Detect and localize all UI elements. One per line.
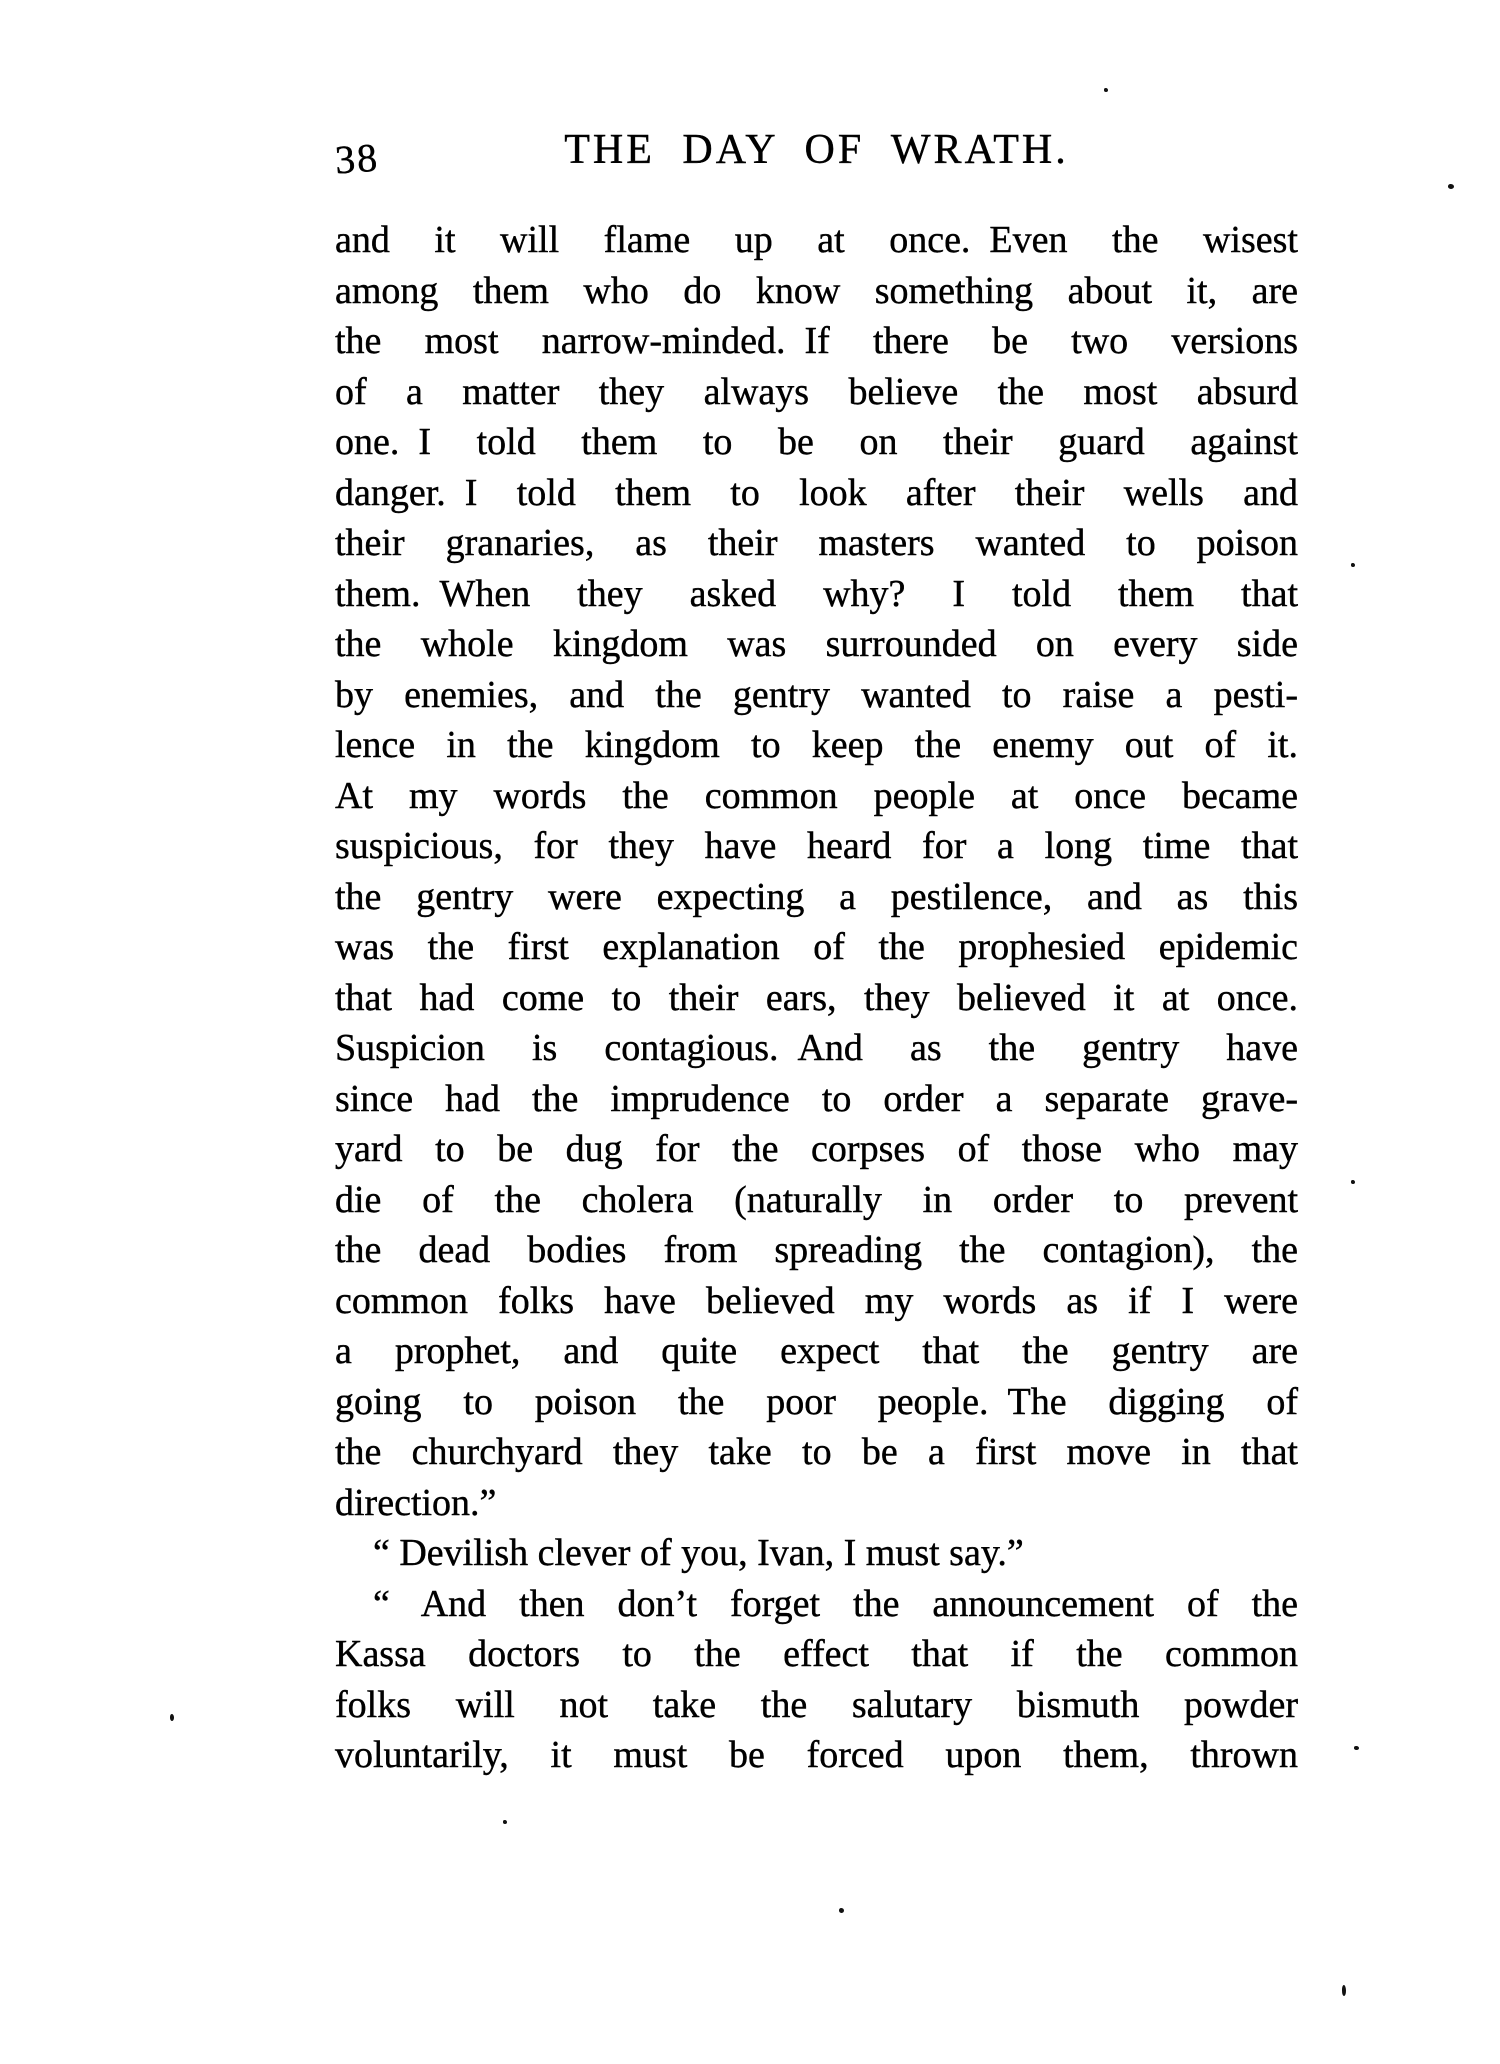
- text-line: since had the imprudence to order a separate grave-: [335, 1077, 1298, 1120]
- text-line: going to poison the poor people. The digging of: [335, 1380, 1298, 1423]
- text-line: voluntarily, it must be forced upon them, thrown: [335, 1734, 1298, 1776]
- text-line: direction.”: [335, 1481, 497, 1524]
- running-title: THE DAY OF WRATH.: [564, 127, 1069, 173]
- text-line: one. I told them to be on their guard against: [335, 421, 1298, 463]
- text-line: die of the cholera (naturally in order to prevent: [335, 1178, 1298, 1221]
- page-header: [335, 125, 1298, 195]
- text-line: them. When they asked why? I told them that: [335, 572, 1298, 615]
- text-line: and it will flame up at once. Even the wisest: [335, 219, 1298, 261]
- page-text: [335, 215, 1298, 1781]
- scan-speck: [503, 1820, 507, 1824]
- text-line: Suspicion is contagious. And as the gentry have: [335, 1027, 1298, 1069]
- scan-speck: [1104, 88, 1108, 92]
- scan-speck: [839, 1908, 844, 1913]
- text-line: suspicious, for they have heard for a long time that: [335, 825, 1298, 867]
- text-line: At my words the common people at once became: [335, 774, 1298, 817]
- text-line: a prophet, and quite expect that the gentry are: [335, 1330, 1298, 1372]
- text-line: by enemies, and the gentry wanted to raise a pesti-: [335, 673, 1298, 716]
- text-line: the churchyard they take to be a first move in that: [335, 1431, 1298, 1473]
- text-line: “ Devilish clever of you, Ivan, I must say.”: [373, 1532, 1024, 1574]
- text-line: the whole kingdom was surrounded on every side: [335, 623, 1298, 665]
- text-line: the most narrow-minded. If there be two versions: [335, 320, 1298, 362]
- scan-speck: [1448, 184, 1454, 189]
- text-line: that had come to their ears, they believed it at once.: [335, 976, 1298, 1019]
- page-number: 38: [333, 134, 381, 183]
- text-line: the gentry were expecting a pestilence, and as this: [335, 875, 1298, 918]
- scan-speck: [1351, 1180, 1355, 1184]
- text-line: was the first explanation of the prophesied epidemic: [335, 926, 1298, 968]
- text-line: “ And then don’t forget the announcement of the: [373, 1582, 1298, 1625]
- scan-speck: [1354, 1746, 1359, 1750]
- scan-speck: [1342, 1985, 1346, 1996]
- text-line: the dead bodies from spreading the contagion), the: [335, 1229, 1298, 1271]
- scan-speck: [1351, 563, 1355, 567]
- text-line: their granaries, as their masters wanted to poison: [335, 522, 1298, 564]
- text-line: folks will not take the salutary bismuth powder: [335, 1683, 1298, 1726]
- scan-speck: [170, 1714, 174, 1721]
- text-line: danger. I told them to look after their wells and: [335, 471, 1298, 514]
- text-line: common folks have believed my words as if I were: [335, 1279, 1298, 1322]
- text-line: of a matter they always believe the most absurd: [335, 370, 1298, 413]
- text-line: Kassa doctors to the effect that if the common: [335, 1633, 1298, 1675]
- text-line: yard to be dug for the corpses of those who may: [335, 1128, 1298, 1170]
- text-line: among them who do know something about it, are: [335, 269, 1298, 312]
- text-line: lence in the kingdom to keep the enemy out of it.: [335, 724, 1298, 766]
